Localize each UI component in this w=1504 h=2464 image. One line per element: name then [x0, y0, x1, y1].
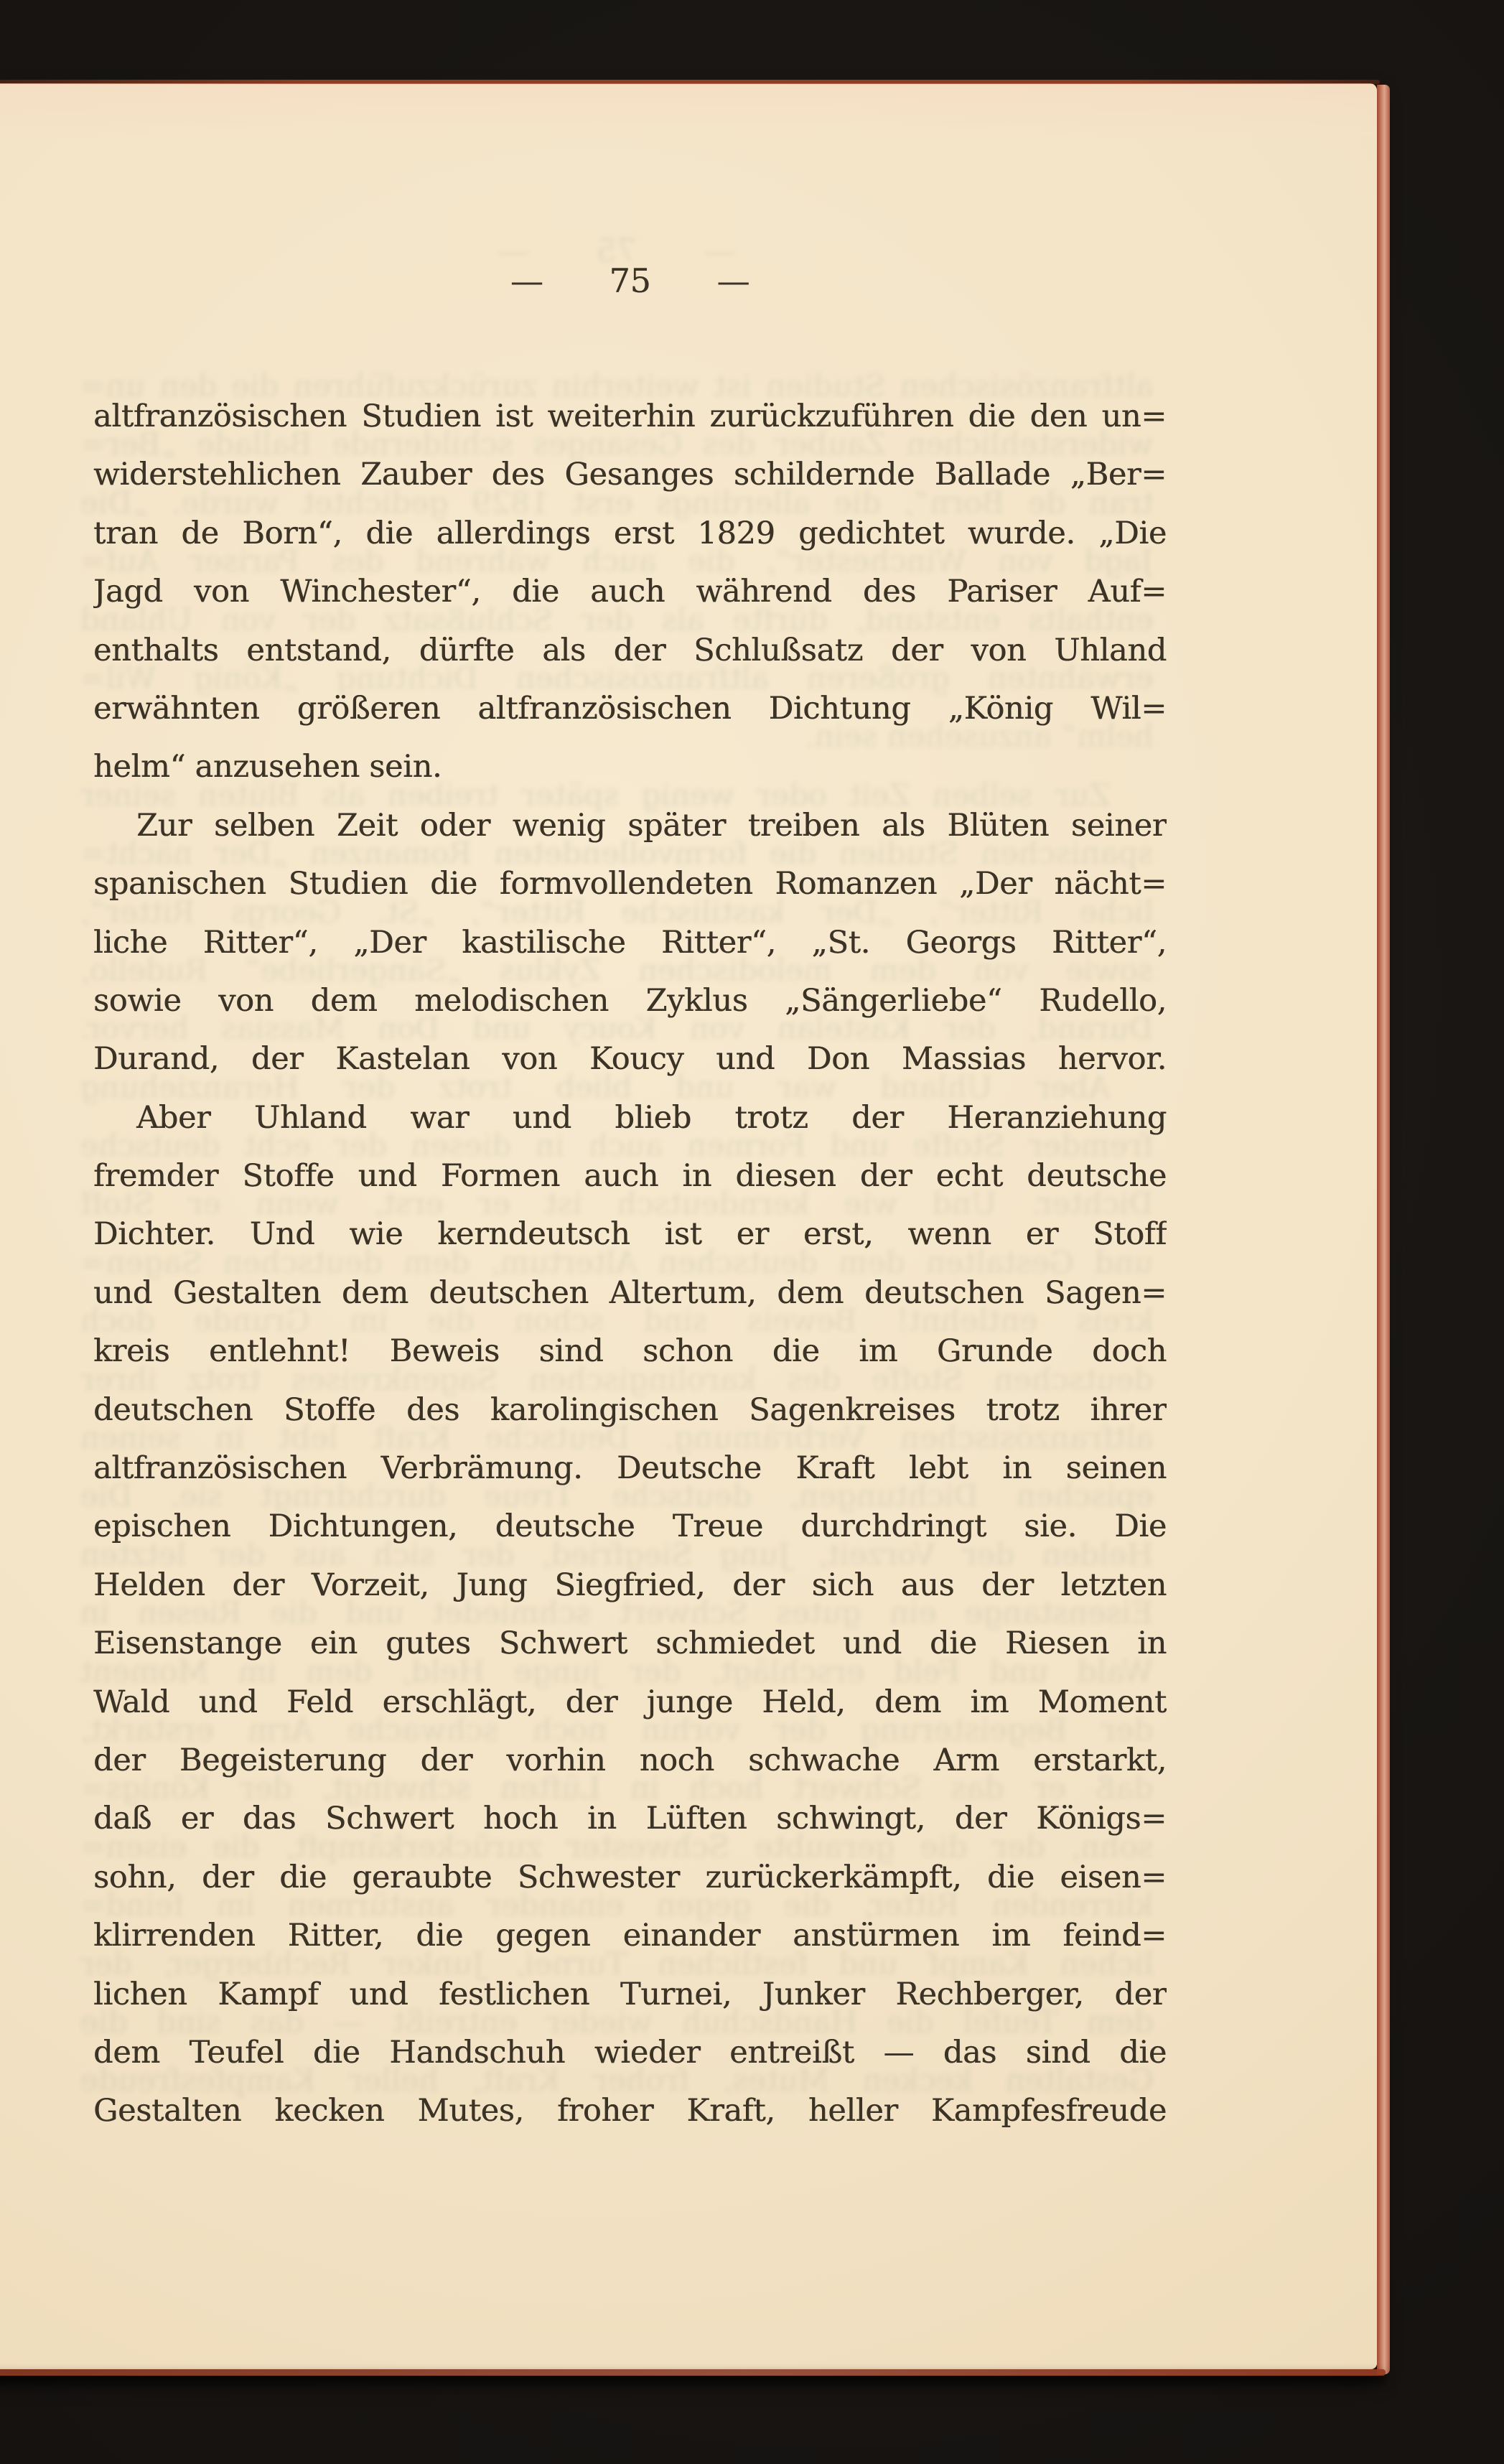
header-rule-left: —: [510, 261, 543, 300]
ghost-text-line: altfranzösischen Verbrämung. Deutsche Kraft lebt in seinen: [80, 1420, 1154, 1457]
text-line: kreis entlehnt! Beweis sind schon die im Grunde doch: [93, 1333, 1167, 1370]
text-line: Eisenstange ein gutes Schwert schmiedet und die Riesen in: [93, 1625, 1167, 1662]
page-edge-tint-right: [1377, 85, 1390, 2374]
ghost-text-line: kreis entlehnt! Beweis sind schon die im Grunde doch: [80, 1303, 1154, 1340]
text-line: tran de Born“, die allerdings erst 1829 gedichtet wurde. „Die: [93, 515, 1167, 551]
ghost-text-line: der Begeisterung der vorhin noch schwache Arm erstarkt,: [80, 1712, 1154, 1748]
text-line: helm“ anzusehen sein.: [93, 749, 442, 785]
text-line: Jagd von Winchester“, die auch während des Pariser Auf=: [93, 574, 1167, 610]
page-content: [93, 256, 1167, 2141]
ghost-text-line: sohn, der die geraubte Schwester zurückerkämpft, die eisen=: [80, 1829, 1154, 1865]
ghost-text-line: epischen Dichtungen, deutsche Treue durchdringt sie. Die: [80, 1478, 1154, 1515]
ghost-text-line: Aber Uhland war und blieb trotz der Heranziehung: [80, 1069, 1111, 1106]
text-line: sohn, der die geraubte Schwester zurückerkämpft, die eisen=: [93, 1859, 1167, 1895]
ghost-text-line: fremder Stoffe und Formen auch in diesen der echt deutsche: [80, 1128, 1154, 1165]
text-line: daß er das Schwert hoch in Lüften schwingt, der Königs=: [93, 1801, 1167, 1837]
text-block: [93, 388, 1167, 2141]
ghost-text-line: Gestalten kecken Mutes, froher Kraft, heller Kampfesfreude: [80, 2063, 1154, 2099]
text-line: spanischen Studien die formvollendeten Romanzen „Der nächt=: [93, 866, 1167, 902]
header-rule-right: —: [716, 261, 750, 300]
ghost-text-line: sowie von dem melodischen Zyklus „Sängerliebe“ Rudello,: [80, 952, 1154, 989]
text-line: widerstehlichen Zauber des Gesanges schildernde Ballade „Ber=: [93, 457, 1167, 493]
text-line: altfranzösischen Studien ist weiterhin zurückzuführen die den un=: [93, 398, 1167, 434]
ghost-text-line: dem Teufel die Handschuh wieder entreißt — das sind die: [80, 2004, 1154, 2040]
ghost-text-line: widerstehlichen Zauber des Gesanges schildernde Ballade „Ber=: [80, 426, 1154, 463]
ghost-header-rule-right: —: [497, 231, 531, 270]
text-line: sowie von dem melodischen Zyklus „Sängerliebe“ Rudello,: [93, 982, 1167, 1019]
ghost-text-line: liche Ritter“, „Der kastilische Ritter“, „St. Georgs Ritter“,: [80, 894, 1154, 930]
ghost-text-line: Wald und Feld erschlägt, der junge Held, dem im Moment: [80, 1653, 1154, 1690]
ghost-page-number: 75: [596, 231, 638, 270]
ghost-text-line: daß er das Schwert hoch in Lüften schwingt, der Königs=: [80, 1770, 1154, 1807]
text-line: erwähnten größeren altfranzösischen Dichtung „König Wil=: [93, 690, 1167, 727]
text-line: Helden der Vorzeit, Jung Siegfried, der sich aus der letzten: [93, 1567, 1167, 1603]
text-line: Zur selben Zeit oder wenig später treiben als Blüten seiner: [136, 807, 1167, 844]
ghost-text-line: Zur selben Zeit oder wenig später treiben als Blüten seiner: [80, 777, 1111, 813]
page-header: [93, 256, 1167, 306]
text-line: Aber Uhland war und blieb trotz der Heranziehung: [136, 1099, 1167, 1136]
ghost-text-line: Dichter. Und wie kerndeutsch ist er erst, wenn er Stoff: [80, 1186, 1154, 1223]
page-edge-tint-top: [0, 80, 1380, 84]
ghost-text-line: spanischen Studien die formvollendeten Romanzen „Der nächt=: [80, 836, 1154, 872]
text-line: und Gestalten dem deutschen Altertum, dem deutschen Sagen=: [93, 1274, 1167, 1311]
text-line: der Begeisterung der vorhin noch schwache Arm erstarkt,: [93, 1742, 1167, 1778]
page-number: 75: [609, 261, 651, 300]
text-line: Durand, der Kastelan von Koucy und Don Massias hervor.: [93, 1041, 1167, 1078]
ghost-text-line: helm“ anzusehen sein.: [805, 719, 1154, 755]
text-line: lichen Kampf und festlichen Turnei, Junker Rechberger, der: [93, 1976, 1167, 2012]
text-line: deutschen Stoffe des karolingischen Sagenkreises trotz ihrer: [93, 1391, 1167, 1428]
text-line: Wald und Feld erschlägt, der junge Held, dem im Moment: [93, 1684, 1167, 1720]
text-line: dem Teufel die Handschuh wieder entreißt — das sind die: [93, 2034, 1167, 2071]
ghost-text-line: Helden der Vorzeit, Jung Siegfried, der sich aus der letzten: [80, 1536, 1154, 1573]
ghost-text-line: tran de Born“, die allerdings erst 1829 gedichtet wurde. „Die: [80, 485, 1154, 521]
text-line: Gestalten kecken Mutes, froher Kraft, heller Kampfesfreude: [93, 2093, 1167, 2129]
ghost-text-line: Durand, der Kastelan von Koucy und Don Massias hervor.: [80, 1011, 1154, 1047]
ghost-text-line: Eisenstange ein gutes Schwert schmiedet und die Riesen in: [80, 1595, 1154, 1632]
text-line: liche Ritter“, „Der kastilische Ritter“, „St. Georgs Ritter“,: [93, 924, 1167, 961]
ghost-text-line: altfranzösischen Studien ist weiterhin zurückzuführen die den un=: [80, 368, 1154, 404]
ghost-text-line: lichen Kampf und festlichen Turnei, Junker Rechberger, der: [80, 1946, 1154, 1982]
ghost-text-line: Jagd von Winchester“, die auch während des Pariser Auf=: [80, 543, 1154, 580]
text-line: fremder Stoffe und Formen auch in diesen der echt deutsche: [93, 1158, 1167, 1195]
ghost-text-line: deutschen Stoffe des karolingischen Sagenkreises trotz ihrer: [80, 1361, 1154, 1398]
text-line: epischen Dichtungen, deutsche Treue durchdringt sie. Die: [93, 1508, 1167, 1545]
ghost-header-rule-left: —: [704, 231, 737, 270]
text-line: klirrenden Ritter, die gegen einander anstürmen im feind=: [93, 1918, 1167, 1954]
page-edge-tint-bottom: [0, 2369, 1386, 2376]
text-line: altfranzösischen Verbrämung. Deutsche Kraft lebt in seinen: [93, 1450, 1167, 1487]
ghost-text-line: erwähnten größeren altfranzösischen Dichtung „König Wil=: [80, 660, 1154, 696]
ghost-text-line: klirrenden Ritter, die gegen einander anstürmen im feind=: [80, 1887, 1154, 1924]
ghost-text-line: enthalts entstand, dürfte als der Schlußsatz der von Uhland: [80, 602, 1154, 638]
text-line: Dichter. Und wie kerndeutsch ist er erst, wenn er Stoff: [93, 1216, 1167, 1253]
book-page: [0, 83, 1377, 2369]
text-line: enthalts entstand, dürfte als der Schlußsatz der von Uhland: [93, 632, 1167, 668]
ghost-text-line: und Gestalten dem deutschen Altertum, dem deutschen Sagen=: [80, 1244, 1154, 1281]
